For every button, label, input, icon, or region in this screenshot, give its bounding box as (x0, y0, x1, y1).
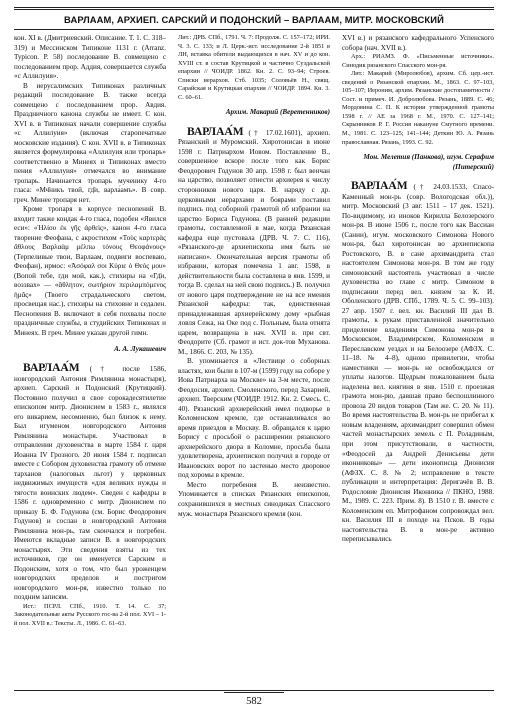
paragraph: В. упоминается в «Лествице о соборных властях, кои были в 107-м (1599) году на соборе у Иова Патриарха на Москве» на 3-м месте, после Феодосия, архиеп. Смоленского, перед Захарией, архиеп. Тверским (ЧОИДР. 1912. Кн. 2. Смесь. С. 40). Рязанский архиерейский имел подворье в Коломенском кремле, где останавливался во время приездов в Москву. В. обращался к царю Борису с просьбой о расширении рязанского архиерейского двора в Коломне, просьба была удовлетворена, архиепископ получил в городе от Ивановских ворот по застенью место дворовое под хоромы в кремле. (178, 357, 330, 480)
column-2 (178, 34, 330, 688)
headword: ВАРЛАА́М (187, 125, 244, 138)
text-columns (14, 34, 494, 688)
paragraph: В иерусалимских Типиконах различных редакций последование В. также всегда совмещено с последованием прор. Авдия. Праздничного канона службы не имеет. С кон. XVI в. в Типиконах начали совершение службы «с Аллилуия» (включая старопечатные московские издания). С кон. XVII в. в Типиконах является формулировка «Аллилуия или тропарь» соответственно в Минеях и Типиконах вместо пения «Аллилуия» отмечался во внимание тропарь. Начинается тропарь мученику 4-го гласа: «Мч҃никъ твой, гд҃и, варла́амъ». В совр. греч. Минее тропаря нет. (14, 81, 166, 204)
headword: ВАРЛАА́М (23, 362, 80, 375)
headword: ВАРЛАА́М (351, 180, 408, 193)
article-entry (342, 182, 494, 545)
sources-list: Ист.: ПСРЛ. СПб., 1910. Т. 14. С. 37; Законодательные акты Русского гос-ва 2-й пол. XVI – 1-й пол. XVII в.: Тексты. Л., 1986. С. 61–63. (14, 602, 166, 627)
column-gutter (330, 34, 342, 688)
running-head-text: ВАРЛААМ, АРХИЕП. САРСКИЙ И ПОДОНСКИЙ – ВАРЛААМ, МИТР. МОСКОВСКИЙ (64, 14, 444, 25)
archive-note: Арх.: РИАМЗ. Ф. «Письменные источники». Синодик рязанского Спасского мон-ря. (342, 53, 494, 69)
entry-text: († после 1586, новгородский Антония Римлянина монастыря), архиеп. Сарский и Подонский (Крутицкий). Постоянно получил в свое сорокадесятилетие епископом митр. Дионисием в 1583 г., являлся его викарием, несомненно, был близок к нему. Был игуменом новгородского Антония Римлянина монастыря. Участвовал в отправлении духовенства в марте 1584 г. царя Иоанна IV Грозного. 20 июня 1584 г. подписал вместе с Собором духовенства грамоту об отмене тарханов (налоговых льгот) у церковных недвижимых имуществ «для великих нужды и тягости воинских людем». Сведен с кафедры в 1586 г. одновременно с митр. Дионисием по приказу Б. Ф. Годунова (см. Борис Феодорович Годунов) и сослан в новгородский Антония Римлянина мон-рь, там скончался и погребен. Имеются вкладные записи В. в новгородских монастырях. Эти сведения взяты из тех источников, где он именуется Сарским и Подонским, хотя о том, что был уроженцем новгородских пределов и постригом новгородского мон-ря, известно только по поздним записям. (14, 365, 166, 602)
literature-list: Лит.: ДРВ. СПб., 1791. Ч. 7: Продолж. С. 157–172; ИРИ. Ч. 3. С. 133; и Л. Церк.-ист. исследование 2-й 1851 в ЛН, вставка обители выдающихся в нач. XV и до кон. XVIII ст. в состав Крутицкой и частично Суздальской епархии // ЧОИДР. 1862. Кн. 2. С. 93–94; Строев. Списки иерархов. Стб. 1035; Соловьёв Н., свящ. Сарайская и Крутицкая епархия // ЧОИДР. 1894. Кн. 3. С. 60–61. (178, 34, 330, 101)
entry-text: († 24.03.1533, Спасо-Каменный мон-рь (совр. Вологодская обл.)), митр. Московский (3 авг. 1511 – 17 дек. 1521). По-видимому, из иноков Кирилла Белозерского мон-ря. В июне 1506 г., после того как Вассиан (Санин), игум. московского Симонова Нового мон-ря, был хиротонисан во архиепископа Ростовского, В. в сане архимандрита стал настоятелем Симонова мон-ря. В том же году симоновский настоятель участвовал в числе духовенства во главе с митр. Симоном в подписании перед вел. князем за К. И. Оболенского (ДРВ. СПб., 1789. Ч. 5. С. 99–103). 27 апр. 1507 г. вел. кн. Василий III дал В. грамоты, к рукам приставленной значительно приделение владениям Симонова мон-ря в Московском, Владимирском, Коломенском и Переславском уездах и на Белоозере (АФЗХ. С. 11–18. № 4–8), одною привилегии, чтобы наместники — мон-рь не освобождался от уплаты налогов. Щедрым пожалованием была наделена вел. княгиня в янв. 1510 г. проезжая грамота мон-рю, давшая право беспошлинного провоза 20 видов товаров (Там же. С. 20. № 11). Во время настоятельства В. мон-рь не прибегал к новым владениям, архимандрит совершил обмен частей монастырских земель с П. Роладиным, при этом присутствовали, в частности, «Феодосей да Андрей Денисьевы дети иконниковы» — дети иконописца Дионисия (АФЗХ. С. 8. № 2; исправление в тексте публикации и интерпретация: Деригачёв В. В. Родословие Дионисия Иконника // ПКНО, 1988. М., 1989. С. 223. Прим. 8). В 1510 г. В. вместе с Коломенским еп. Митрофаном сопровождал вел. кн. Василия III в походе на Псков. В годы настоятельства В. в мон-ре активно переписывались (342, 183, 494, 544)
paragraph: Кроме тропаря в корпусе песнопений В. входит также кондак 4-го гласа, подобен «Явился еси»: «Ἡλίου ἐκ γῆς ἀρθεὶς», канон 4-го гласа творение Феофана, с акростихом «Τοὺς καρτερὰς ἄθλους Βαρλαὰμ μέλπω τόνους Θεοφάνους» (Терпеливые твои, Варлаам, подвиги воспеваю, Феофан), ирмос: «Ἀσόφαλ σοι Κύριε ὁ Θεὸς μου» (Вопой тебе, гди мой, как.), стихиры на «Гд҃и, воззвах» — «ἄθλητον, σωτήριον περιλαμπόμενος ἡμᾶς» (Твоего страдальческого светом, просвещая нас.), стихиры на стиховне и седален. Песнопения В. включают в себя похвалы после праздничные службы, в студийских Типиконах и Минеях. В греч. Минее указан другой гимн. (14, 205, 166, 337)
paragraph: Место погребения В. неизвестно. Упоминается в списках Рязанских епископов, сохранившихся в местных синодиках Спасского муж. монастыря Рязанского кремля (кон. (178, 480, 330, 518)
footer-rule (14, 690, 494, 691)
article-entry (14, 364, 166, 603)
page-number: 582 (224, 692, 284, 707)
author-signature: Архим. Макарий (Веретенников) (225, 108, 330, 117)
entry-text: († 17.02.1601), архиеп. Рязанский и Муромский. Хиротонисан в июне 1598 г. Патриархом Иовом. Поставление В., совершенное вскоре после того как Борис Феодорович Годунов 30 апр. 1598 г. был венчан на царство, позволяет отнести архиерея к числу сторонников нового царя. В. наряду с др. церковными иерархами и боярами поставил подпись под соборной грамотой об избрании на царство Бориса Годунова. (В ранней редакции грамоты, составленной в мае, когда Рязанская кафедра еще пустовала (ДРВ. Ч. 7. С. 116), «Рязанского-де архиепископа имя быть не написано». Окончательная версия грамоты об избрании, которая помечена 1 авг. 1598, в действительности была составлена в янв. 1599, и тогда В. сделал на ней свою подпись.) В. получил от нового царя подтверждение не на все имения Рязанской кафедры: так, единственная принадлежавшая архиерейскому дому «рыбная ловля Сежа, на Оке под с. Польным, была отнята царем, возвращена в нач. XVII в. при свт. Феодорите (Сб. грамот и ист. док-тов Муханова. М., 1866. С. 203, № 135). (178, 128, 330, 356)
paragraph: XVI в.) и рязанского кафедрального Успенского собора (нач. XVII в.). (342, 34, 494, 52)
literature-list: Лит.: Макарий (Миролюбов), архим. Сб. цер.-ист. сведений о Рязанской епархии. М., 1863. С. 97–103, 105–107; Иероним, архим. Рязанские достопамятности / Сост. и примеч. И. Добролюбова. Рязань, 1889. С. 46; Мордовина С. П. К истории утвержденной грамоты 1598 г. // АЕ за 1968 г. М., 1970. С. 127–141; Скрынников Р. Г. Россия накануне Смутного времени. М., 1981. С. 123–125; 141–144; Деткин Ю. А. Рязань православная. Рязань, 1993. С. 92. (342, 70, 494, 146)
running-head (14, 7, 494, 30)
paragraph: кон. XI в. (Дмитриевский. Описание. Т. 1. С. 318–319) и Мессинском Типиконе 1131 г. (Arranz. Typicon. P. 58) последование В. совмещено с последованием прор. Аддия, совершается служба «с Аллилуия». (14, 34, 166, 81)
author-signature: Мон. Мелетия (Панкова), игум. Серафим (Питерский) (363, 153, 494, 171)
article-entry (178, 125, 330, 357)
column-3 (342, 34, 494, 688)
author-signature: А. А. Лукашевич (114, 344, 166, 353)
column-gutter (166, 34, 178, 688)
column-1 (14, 34, 166, 688)
